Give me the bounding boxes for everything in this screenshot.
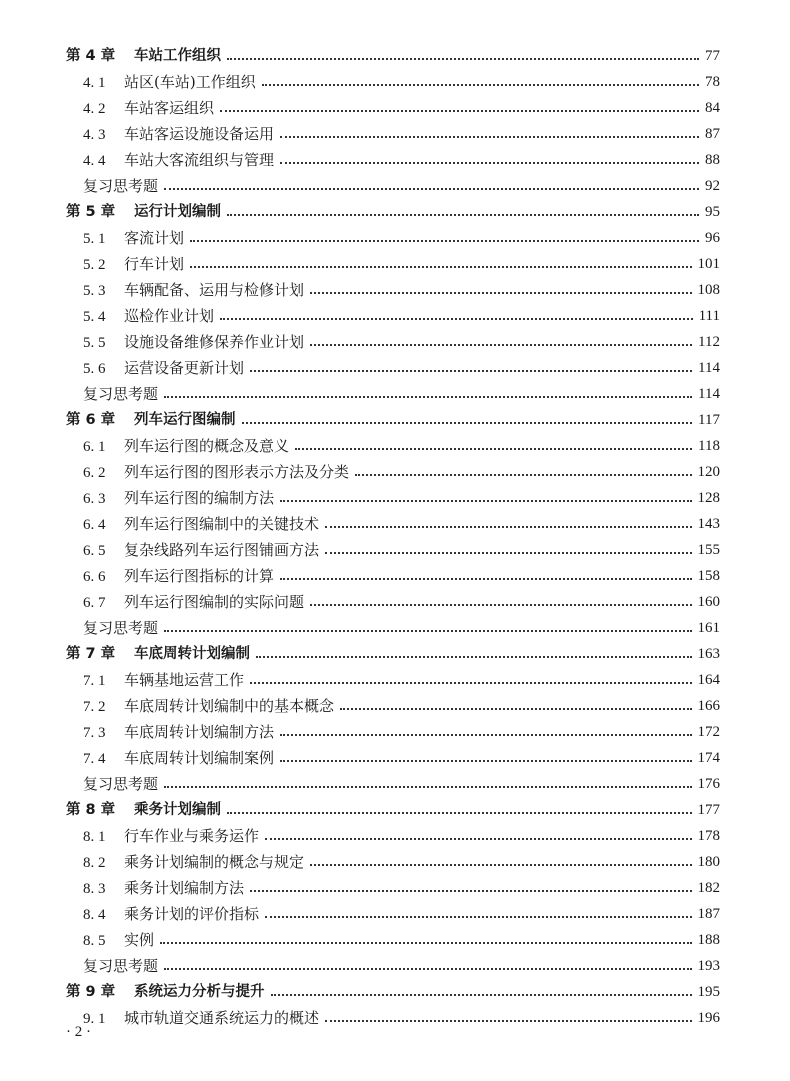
toc-entry-text: 乘务计划的评价指标 <box>124 904 260 923</box>
toc-entry-title <box>83 875 250 902</box>
dot-leader <box>280 578 691 580</box>
dot-leader <box>220 318 693 320</box>
toc-entry-text: 运行计划编制 <box>134 204 221 220</box>
toc-entry-title <box>83 589 310 616</box>
dot-leader <box>265 838 691 840</box>
toc-entry-title <box>83 355 250 382</box>
toc-entry-number: 5. 6 <box>83 360 106 377</box>
toc-entry-text: 乘务计划编制方法 <box>124 878 245 897</box>
toc-section-row[interactable] <box>66 719 720 745</box>
toc-review-row[interactable] <box>66 771 720 797</box>
toc-entry-title <box>66 199 227 225</box>
toc-section-row[interactable] <box>66 277 720 303</box>
toc-page-number: 161 <box>697 620 720 636</box>
toc-entry-text: 车站工作组织 <box>134 48 221 64</box>
toc-entry-text: 行车计划 <box>124 254 185 273</box>
toc-section-row[interactable] <box>66 745 720 771</box>
toc-page-number: 95 <box>705 204 720 220</box>
toc-entry-text: 列车运行图的图形表示方法及分类 <box>124 462 350 481</box>
dot-leader <box>227 214 699 216</box>
dot-leader <box>355 474 691 476</box>
toc-entry-text: 复习思考题 <box>83 385 159 403</box>
dot-leader <box>250 370 692 372</box>
toc-entry-number: 7. 1 <box>83 672 106 689</box>
dot-leader <box>164 188 699 190</box>
toc-entry-number: 5. 5 <box>83 334 106 351</box>
dot-leader <box>310 344 692 346</box>
toc-entry-text: 车站大客流组织与管理 <box>124 150 275 169</box>
toc-entry-number: 7. 2 <box>83 698 106 715</box>
toc-page-number: 114 <box>698 360 720 376</box>
toc-chapter-row[interactable] <box>66 43 720 69</box>
toc-page-number: 155 <box>697 542 720 558</box>
toc-entry-title <box>83 927 160 954</box>
toc-entry-title <box>66 407 242 433</box>
dot-leader <box>250 890 691 892</box>
toc-entry-title <box>83 745 280 772</box>
dot-leader <box>280 734 691 736</box>
toc-entry-title <box>83 251 190 278</box>
toc-entry-number: 6. 4 <box>83 516 106 533</box>
toc-section-row[interactable] <box>66 433 720 459</box>
dot-leader <box>190 240 699 242</box>
dot-leader <box>325 526 691 528</box>
toc-entry-text: 列车运行图编制 <box>134 412 236 428</box>
dot-leader <box>250 682 691 684</box>
toc-section-row[interactable] <box>66 355 720 381</box>
toc-entry-title <box>66 797 227 823</box>
toc-chapter-row[interactable] <box>66 797 720 823</box>
toc-page-number: 196 <box>697 1010 720 1026</box>
toc-review-row[interactable] <box>66 173 720 199</box>
dot-leader <box>325 1020 691 1022</box>
toc-entry-title <box>83 95 220 122</box>
toc-entry-number: 5. 2 <box>83 256 106 273</box>
toc-entry-text: 运营设备更新计划 <box>124 358 245 377</box>
toc-entry-text: 乘务计划编制 <box>134 802 221 818</box>
dot-leader <box>271 994 692 996</box>
dot-leader <box>164 786 691 788</box>
toc-entry-text: 设施设备维修保养作业计划 <box>124 332 305 351</box>
toc-page-number: 120 <box>697 464 720 480</box>
toc-entry-text: 复习思考题 <box>83 619 159 637</box>
toc-entry-text: 车底周转计划编制方法 <box>124 722 275 741</box>
toc-section-row[interactable] <box>66 563 720 589</box>
toc-page-number: 177 <box>697 802 720 818</box>
toc-entry-title <box>83 69 262 96</box>
toc-entry-number: 8. 2 <box>83 854 106 871</box>
dot-leader <box>164 968 691 970</box>
toc-entry-title <box>83 849 310 876</box>
dot-leader <box>160 942 691 944</box>
toc-entry-title <box>83 173 164 199</box>
toc-page-number: 112 <box>698 334 720 350</box>
toc-page-number: 172 <box>697 724 720 740</box>
toc-section-row[interactable] <box>66 667 720 693</box>
toc-entry-number: 7. 3 <box>83 724 106 741</box>
toc-entry-title <box>83 121 280 148</box>
toc-entry-number: 第 6 章 <box>66 412 116 428</box>
toc-page-number: 88 <box>705 152 720 168</box>
toc-section-row[interactable] <box>66 901 720 927</box>
toc-page-number: 174 <box>697 750 720 766</box>
toc-page-number: 176 <box>697 776 720 792</box>
dot-leader <box>310 604 691 606</box>
toc-entry-title <box>83 381 164 407</box>
toc-page-number: 84 <box>705 100 720 116</box>
toc-entry-number: 4. 3 <box>83 126 106 143</box>
dot-leader <box>340 708 691 710</box>
toc-section-row[interactable] <box>66 927 720 953</box>
dot-leader <box>325 552 691 554</box>
toc-page-number: 160 <box>697 594 720 610</box>
toc-entry-text: 车底周转计划编制案例 <box>124 748 275 767</box>
toc-entry-title <box>83 667 250 694</box>
toc-entry-number: 4. 2 <box>83 100 106 117</box>
toc-entry-text: 系统运力分析与提升 <box>134 984 265 1000</box>
dot-leader <box>280 500 691 502</box>
dot-leader <box>310 292 691 294</box>
toc-entry-title <box>66 641 256 667</box>
toc-page-number: 118 <box>698 438 720 454</box>
toc-entry-text: 列车运行图的编制方法 <box>124 488 275 507</box>
toc-entry-text: 城市轨道交通系统运力的概述 <box>124 1008 320 1027</box>
toc-page-number: 92 <box>705 178 720 194</box>
toc-section-row[interactable] <box>66 537 720 563</box>
toc-entry-text: 乘务计划编制的概念与规定 <box>124 852 305 871</box>
toc-page-number: 180 <box>697 854 720 870</box>
toc-page-number: 101 <box>697 256 720 272</box>
toc-entry-text: 行车作业与乘务运作 <box>124 826 260 845</box>
toc-page-number: 111 <box>698 308 720 324</box>
toc-entry-number: 6. 3 <box>83 490 106 507</box>
toc-page-number: 195 <box>697 984 720 1000</box>
toc-entry-title <box>83 693 340 720</box>
toc-entry-title <box>83 433 295 460</box>
dot-leader <box>227 58 699 60</box>
toc-section-row[interactable] <box>66 849 720 875</box>
toc-section-row[interactable] <box>66 1005 720 1031</box>
toc-entry-title <box>66 979 271 1005</box>
toc-entry-number: 9. 1 <box>83 1010 106 1027</box>
dot-leader <box>262 84 699 86</box>
toc-page-number: 114 <box>698 386 720 402</box>
toc-entry-text: 客流计划 <box>124 228 185 247</box>
toc-section-row[interactable] <box>66 485 720 511</box>
toc-entry-number: 8. 5 <box>83 932 106 949</box>
toc-entry-text: 车站客运组织 <box>124 98 215 117</box>
toc-page-number: 166 <box>697 698 720 714</box>
toc-entry-title <box>83 225 190 252</box>
dot-leader <box>164 396 692 398</box>
toc-entry-number: 8. 4 <box>83 906 106 923</box>
toc-entry-title <box>83 563 280 590</box>
toc-entry-title <box>83 771 164 797</box>
toc-entry-number: 8. 3 <box>83 880 106 897</box>
toc-chapter-row[interactable] <box>66 407 720 433</box>
toc-section-row[interactable] <box>66 823 720 849</box>
toc-page-number: 128 <box>697 490 720 506</box>
dot-leader <box>280 136 699 138</box>
toc-entry-number: 6. 5 <box>83 542 106 559</box>
toc-section-row[interactable] <box>66 589 720 615</box>
toc-entry-title <box>66 43 227 69</box>
dot-leader <box>256 656 692 658</box>
toc-entry-text: 车站客运设施设备运用 <box>124 124 275 143</box>
toc-review-row[interactable] <box>66 381 720 407</box>
toc-entry-text: 复习思考题 <box>83 957 159 975</box>
toc-entry-text: 列车运行图的概念及意义 <box>124 436 290 455</box>
toc-entry-text: 列车运行图编制中的关键技术 <box>124 514 320 533</box>
toc-entry-text: 复习思考题 <box>83 775 159 793</box>
toc-entry-number: 第 4 章 <box>66 48 116 64</box>
toc-chapter-row[interactable] <box>66 199 720 225</box>
toc-page-number: 143 <box>697 516 720 532</box>
toc-entry-text: 车辆基地运营工作 <box>124 670 245 689</box>
dot-leader <box>280 760 691 762</box>
toc-chapter-row[interactable] <box>66 979 720 1005</box>
toc-entry-number: 5. 3 <box>83 282 106 299</box>
toc-entry-number: 4. 1 <box>83 74 106 91</box>
dot-leader <box>295 448 692 450</box>
toc-page-number: 164 <box>697 672 720 688</box>
toc-entry-title <box>83 823 265 850</box>
toc-page-number: 187 <box>697 906 720 922</box>
toc-entry-number: 8. 1 <box>83 828 106 845</box>
toc-page-number: 87 <box>705 126 720 142</box>
toc-entry-title <box>83 953 164 979</box>
toc-entry-text: 列车运行图指标的计算 <box>124 566 275 585</box>
toc-entry-title <box>83 485 280 512</box>
toc-entry-number: 6. 6 <box>83 568 106 585</box>
toc-entry-text: 车底周转计划编制中的基本概念 <box>124 696 335 715</box>
toc-entry-title <box>83 511 325 538</box>
dot-leader <box>227 812 692 814</box>
toc-entry-title <box>83 901 265 928</box>
toc-section-row[interactable] <box>66 693 720 719</box>
toc-section-row[interactable] <box>66 251 720 277</box>
dot-leader <box>280 162 699 164</box>
toc-page-number: 178 <box>697 828 720 844</box>
toc-section-row[interactable] <box>66 303 720 329</box>
dot-leader <box>310 864 691 866</box>
toc-page-number: 96 <box>705 230 720 246</box>
toc-page-number: 158 <box>697 568 720 584</box>
dot-leader <box>242 422 693 424</box>
toc-entry-title <box>83 719 280 746</box>
toc-entry-title <box>83 303 220 330</box>
dot-leader <box>190 266 691 268</box>
toc-page-number: 182 <box>697 880 720 896</box>
toc-page-number: 108 <box>697 282 720 298</box>
toc-page-number: 77 <box>705 48 720 64</box>
toc-entry-text: 站区(车站)工作组织 <box>124 72 256 91</box>
toc-entry-text: 车底周转计划编制 <box>134 646 250 662</box>
toc-entry-number: 6. 7 <box>83 594 106 611</box>
toc-entry-text: 复杂线路列车运行图铺画方法 <box>124 540 320 559</box>
toc-section-row[interactable] <box>66 147 720 173</box>
toc-entry-number: 5. 4 <box>83 308 106 325</box>
toc-page-number: 117 <box>698 412 720 428</box>
toc-entry-number: 4. 4 <box>83 152 106 169</box>
toc-section-row[interactable] <box>66 121 720 147</box>
toc-entry-number: 第 9 章 <box>66 984 116 1000</box>
toc-entry-text: 巡检作业计划 <box>124 306 215 325</box>
toc-entry-title <box>83 459 355 486</box>
toc-entry-text: 车辆配备、运用与检修计划 <box>124 280 305 299</box>
toc-entry-text: 复习思考题 <box>83 177 159 195</box>
table-of-contents <box>66 43 720 1031</box>
toc-entry-title <box>83 1005 325 1032</box>
toc-entry-title <box>83 615 164 641</box>
toc-entry-number: 7. 4 <box>83 750 106 767</box>
toc-entry-title <box>83 329 310 356</box>
toc-section-row[interactable] <box>66 511 720 537</box>
page-number: · 2 · <box>66 1024 91 1040</box>
toc-entry-number: 6. 2 <box>83 464 106 481</box>
toc-entry-title <box>83 537 325 564</box>
toc-entry-text: 列车运行图编制的实际问题 <box>124 592 305 611</box>
toc-entry-number: 5. 1 <box>83 230 106 247</box>
toc-section-row[interactable] <box>66 875 720 901</box>
toc-section-row[interactable] <box>66 95 720 121</box>
toc-section-row[interactable] <box>66 329 720 355</box>
toc-entry-title <box>83 147 280 174</box>
toc-review-row[interactable] <box>66 615 720 641</box>
toc-section-row[interactable] <box>66 69 720 95</box>
dot-leader <box>164 630 691 632</box>
toc-entry-number: 第 7 章 <box>66 646 116 662</box>
toc-entry-number: 第 8 章 <box>66 802 116 818</box>
toc-page-number: 78 <box>705 74 720 90</box>
toc-entry-number: 6. 1 <box>83 438 106 455</box>
toc-page-number: 193 <box>697 958 720 974</box>
toc-section-row[interactable] <box>66 225 720 251</box>
toc-review-row[interactable] <box>66 953 720 979</box>
dot-leader <box>265 916 691 918</box>
toc-entry-text: 实例 <box>124 930 155 949</box>
toc-entry-title <box>83 277 310 304</box>
toc-page-number: 163 <box>697 646 720 662</box>
dot-leader <box>220 110 699 112</box>
toc-section-row[interactable] <box>66 459 720 485</box>
toc-entry-number: 第 5 章 <box>66 204 116 220</box>
toc-chapter-row[interactable] <box>66 641 720 667</box>
toc-page-number: 188 <box>697 932 720 948</box>
